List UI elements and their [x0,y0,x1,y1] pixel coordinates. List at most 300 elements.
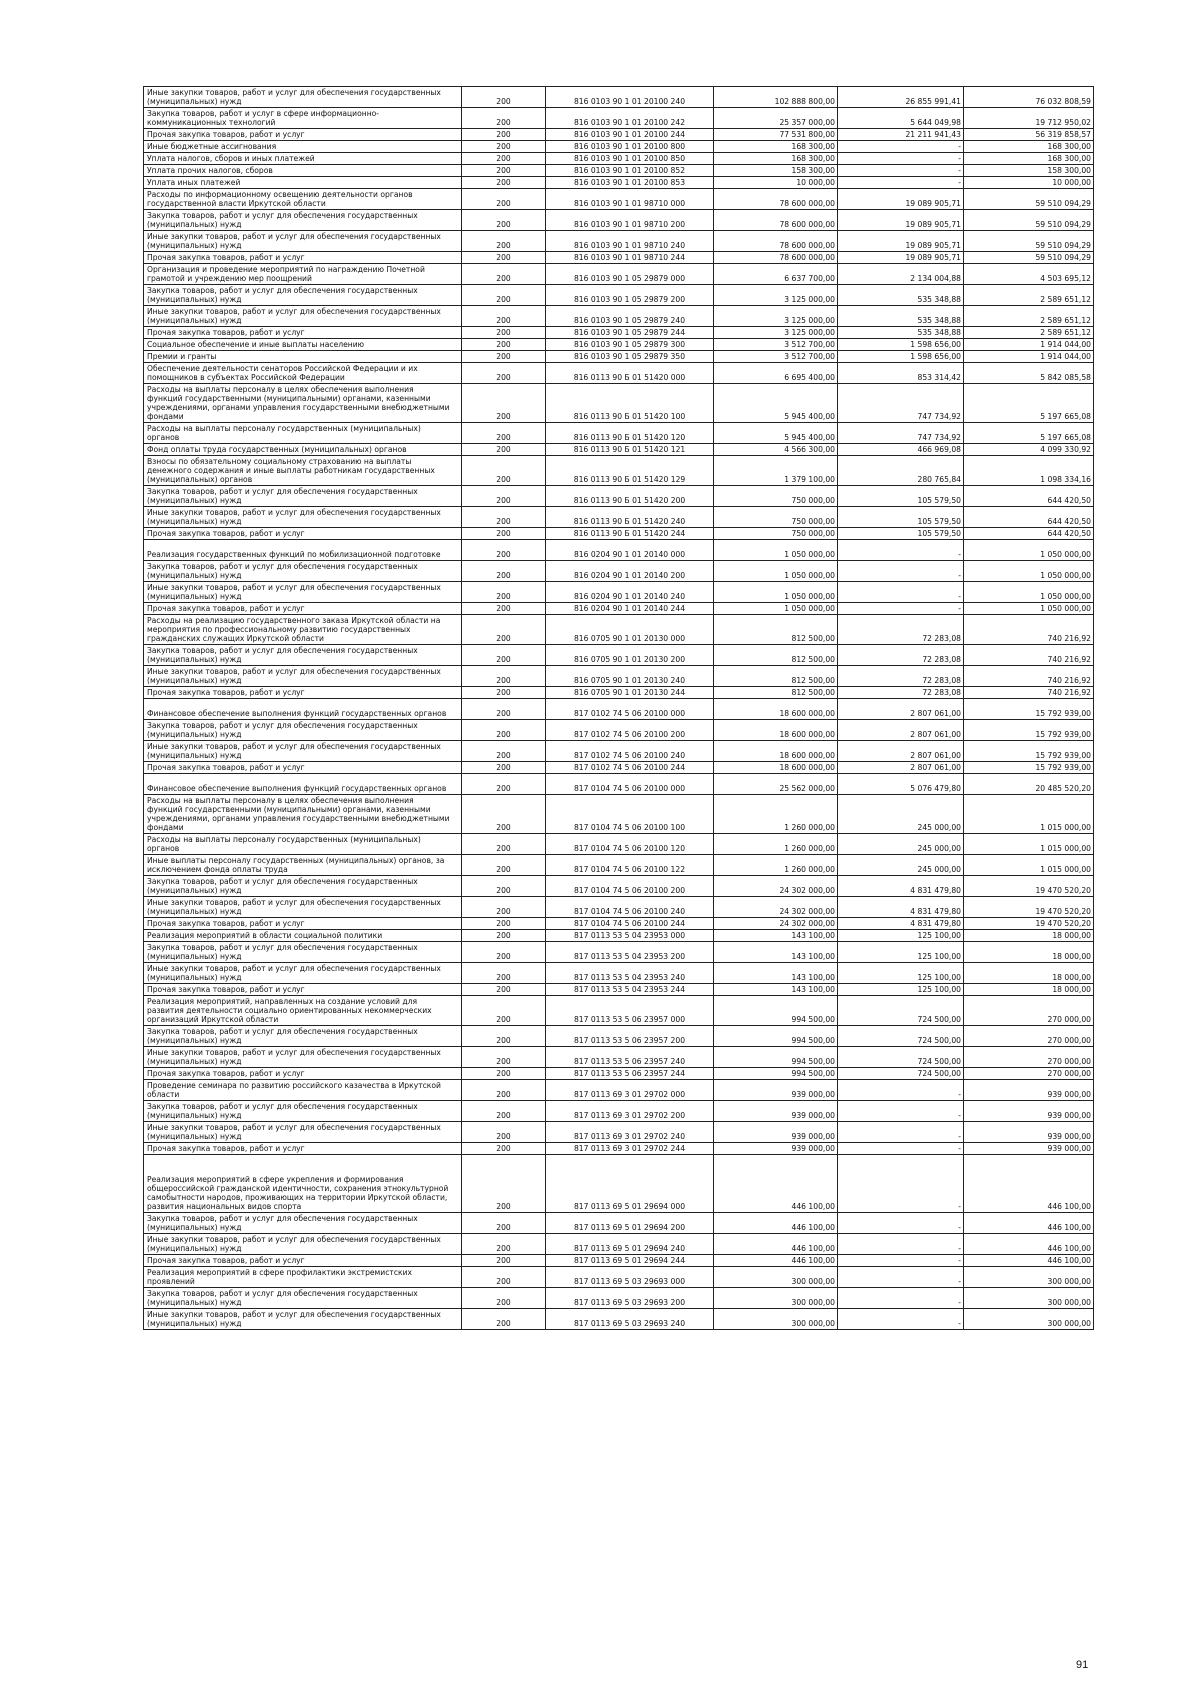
table-row [144,507,1094,528]
table-row [144,1080,1094,1101]
row-executed-amount: 280 765,84 [838,456,964,486]
row-budget-code: 816 0103 90 1 01 98710 000 [546,189,714,210]
row-line-code: 200 [462,666,546,687]
table-row [144,561,1094,582]
row-approved-amount: 158 300,00 [714,165,838,177]
row-line-code: 200 [462,177,546,189]
row-line-code: 200 [462,963,546,984]
row-name: Взносы по обязательному социальному страхованию на выплаты денежного содержания и иные выплаты работникам государственных (муниципальных) органов [144,456,462,486]
row-remaining-amount: 1 914 044,00 [964,339,1094,351]
row-line-code: 200 [462,855,546,876]
row-name: Закупка товаров, работ и услуг для обеспечения государственных (муниципальных) нужд [144,285,462,306]
row-budget-code: 817 0113 69 5 03 29693 200 [546,1288,714,1309]
row-approved-amount: 5 945 400,00 [714,384,838,423]
table-row [144,285,1094,306]
row-approved-amount: 18 600 000,00 [714,720,838,741]
row-budget-code: 817 0113 53 5 04 23953 200 [546,942,714,963]
row-executed-amount: 72 283,08 [838,615,964,645]
row-budget-code: 817 0113 53 5 06 23957 240 [546,1047,714,1068]
row-line-code: 200 [462,306,546,327]
row-line-code: 200 [462,834,546,855]
row-line-code: 200 [462,741,546,762]
row-executed-amount: 19 089 905,71 [838,252,964,264]
row-budget-code: 816 0113 90 Б 01 51420 200 [546,486,714,507]
row-executed-amount: - [838,153,964,165]
row-remaining-amount: 15 792 939,00 [964,741,1094,762]
row-line-code: 200 [462,1122,546,1143]
table-row [144,603,1094,615]
row-name: Иные закупки товаров, работ и услуг для обеспечения государственных (муниципальных) нужд [144,582,462,603]
table-row [144,996,1094,1026]
row-line-code: 200 [462,1101,546,1122]
table-row [144,1255,1094,1267]
row-name: Реализация мероприятий, направленных на создание условий для развития деятельности социально ориентированных некоммерческих организаций Иркутской области [144,996,462,1026]
row-remaining-amount: 4 099 330,92 [964,444,1094,456]
row-budget-code: 817 0113 69 5 01 29694 000 [546,1155,714,1213]
row-remaining-amount: 59 510 094,29 [964,252,1094,264]
row-executed-amount: - [838,165,964,177]
row-budget-code: 817 0104 74 5 06 20100 200 [546,876,714,897]
row-executed-amount: 535 348,88 [838,285,964,306]
table-row [144,930,1094,942]
row-budget-code: 816 0103 90 1 01 20100 853 [546,177,714,189]
row-line-code: 200 [462,384,546,423]
row-executed-amount: 19 089 905,71 [838,210,964,231]
row-remaining-amount: 1 050 000,00 [964,582,1094,603]
row-approved-amount: 446 100,00 [714,1155,838,1213]
table-row [144,177,1094,189]
row-budget-code: 817 0104 74 5 06 20100 000 [546,774,714,795]
row-name: Финансовое обеспечение выполнения функций государственных органов [144,699,462,720]
row-remaining-amount: 59 510 094,29 [964,231,1094,252]
row-approved-amount: 1 260 000,00 [714,855,838,876]
row-budget-code: 816 0103 90 1 05 29879 240 [546,306,714,327]
row-name: Закупка товаров, работ и услуг для обеспечения государственных (муниципальных) нужд [144,210,462,231]
row-approved-amount: 24 302 000,00 [714,918,838,930]
row-remaining-amount: 644 420,50 [964,528,1094,540]
row-remaining-amount: 644 420,50 [964,486,1094,507]
table-row [144,1288,1094,1309]
row-name: Финансовое обеспечение выполнения функций государственных органов [144,774,462,795]
row-budget-code: 816 0103 90 1 01 20100 244 [546,129,714,141]
table-row [144,1267,1094,1288]
row-remaining-amount: 446 100,00 [964,1213,1094,1234]
row-remaining-amount: 939 000,00 [964,1122,1094,1143]
table-row [144,189,1094,210]
table-row [144,363,1094,384]
table-row [144,423,1094,444]
row-budget-code: 816 0113 90 Б 01 51420 121 [546,444,714,456]
row-budget-code: 816 0103 90 1 05 29879 000 [546,264,714,285]
row-name: Расходы на реализацию государственного заказа Иркутской области на мероприятия по профессиональному развитию государственных гражданских служащих Иркутской области [144,615,462,645]
row-name: Иные закупки товаров, работ и услуг для обеспечения государственных (муниципальных) нужд [144,87,462,108]
row-executed-amount: 125 100,00 [838,942,964,963]
row-executed-amount: - [838,177,964,189]
row-name: Реализация мероприятий в сфере профилактики экстремистских проявлений [144,1267,462,1288]
table-row [144,540,1094,561]
table-row [144,963,1094,984]
row-executed-amount: 535 348,88 [838,327,964,339]
row-approved-amount: 24 302 000,00 [714,876,838,897]
row-approved-amount: 3 125 000,00 [714,285,838,306]
row-name: Прочая закупка товаров, работ и услуг [144,327,462,339]
row-name: Закупка товаров, работ и услуг для обеспечения государственных (муниципальных) нужд [144,486,462,507]
row-remaining-amount: 20 485 520,20 [964,774,1094,795]
row-budget-code: 816 0705 90 1 01 20130 000 [546,615,714,645]
row-name: Уплата прочих налогов, сборов [144,165,462,177]
row-name: Закупка товаров, работ и услуг для обеспечения государственных (муниципальных) нужд [144,1026,462,1047]
row-executed-amount: - [838,1155,964,1213]
row-line-code: 200 [462,231,546,252]
row-name: Расходы на выплаты персоналу в целях обеспечения выполнения функций государственными (муниципальными) органами, казенными учреждениями, органами управления государственными внебюджетными фондами [144,384,462,423]
row-name: Прочая закупка товаров, работ и услуг [144,252,462,264]
table-row [144,774,1094,795]
table-row [144,210,1094,231]
row-name: Реализация мероприятий в сфере укрепления и формирования общероссийской гражданской идентичности, сохранения этнокультурной самобытности народов, проживающих на территории Иркутской области, развития национальных видов спорта [144,1155,462,1213]
row-executed-amount: 5 644 049,98 [838,108,964,129]
row-name: Прочая закупка товаров, работ и услуг [144,129,462,141]
table-row [144,129,1094,141]
row-name: Иные закупки товаров, работ и услуг для обеспечения государственных (муниципальных) нужд [144,507,462,528]
row-budget-code: 816 0113 90 Б 01 51420 120 [546,423,714,444]
row-approved-amount: 1 050 000,00 [714,561,838,582]
row-approved-amount: 168 300,00 [714,153,838,165]
row-approved-amount: 78 600 000,00 [714,252,838,264]
row-executed-amount: 535 348,88 [838,306,964,327]
row-budget-code: 817 0113 53 5 06 23957 244 [546,1068,714,1080]
table-row [144,1047,1094,1068]
row-line-code: 200 [462,687,546,699]
row-remaining-amount: 19 712 950,02 [964,108,1094,129]
row-remaining-amount: 1 050 000,00 [964,561,1094,582]
row-executed-amount: - [838,561,964,582]
row-executed-amount: 724 500,00 [838,1068,964,1080]
table-row [144,351,1094,363]
row-name: Закупка товаров, работ и услуг для обеспечения государственных (муниципальных) нужд [144,1288,462,1309]
row-budget-code: 817 0104 74 5 06 20100 240 [546,897,714,918]
row-budget-code: 816 0103 90 1 05 29879 200 [546,285,714,306]
row-approved-amount: 939 000,00 [714,1080,838,1101]
row-budget-code: 816 0103 90 1 01 20100 240 [546,87,714,108]
row-line-code: 200 [462,456,546,486]
row-remaining-amount: 15 792 939,00 [964,699,1094,720]
row-approved-amount: 1 379 100,00 [714,456,838,486]
row-line-code: 200 [462,603,546,615]
row-approved-amount: 1 050 000,00 [714,582,838,603]
row-name: Закупка товаров, работ и услуг для обеспечения государственных (муниципальных) нужд [144,720,462,741]
row-approved-amount: 3 125 000,00 [714,306,838,327]
row-line-code: 200 [462,351,546,363]
row-executed-amount: 72 283,08 [838,687,964,699]
row-executed-amount: - [838,582,964,603]
budget-execution-table [143,86,1094,1330]
table-row [144,165,1094,177]
row-executed-amount: 724 500,00 [838,1026,964,1047]
table-row [144,984,1094,996]
row-remaining-amount: 158 300,00 [964,165,1094,177]
row-approved-amount: 1 050 000,00 [714,540,838,561]
row-approved-amount: 77 531 800,00 [714,129,838,141]
row-approved-amount: 18 600 000,00 [714,741,838,762]
row-line-code: 200 [462,285,546,306]
row-executed-amount: - [838,540,964,561]
row-name: Иные закупки товаров, работ и услуг для обеспечения государственных (муниципальных) нужд [144,1234,462,1255]
row-remaining-amount: 19 470 520,20 [964,897,1094,918]
row-budget-code: 817 0113 69 3 01 29702 240 [546,1122,714,1143]
table-row [144,762,1094,774]
row-approved-amount: 102 888 800,00 [714,87,838,108]
row-approved-amount: 300 000,00 [714,1309,838,1330]
row-remaining-amount: 59 510 094,29 [964,189,1094,210]
row-budget-code: 816 0103 90 1 05 29879 350 [546,351,714,363]
row-name: Иные выплаты персоналу государственных (муниципальных) органов, за исключением фонда оплаты труда [144,855,462,876]
table-row [144,795,1094,834]
row-remaining-amount: 270 000,00 [964,996,1094,1026]
row-line-code: 200 [462,141,546,153]
row-remaining-amount: 18 000,00 [964,930,1094,942]
row-approved-amount: 78 600 000,00 [714,210,838,231]
row-name: Прочая закупка товаров, работ и услуг [144,687,462,699]
row-approved-amount: 78 600 000,00 [714,189,838,210]
row-budget-code: 816 0103 90 1 01 20100 800 [546,141,714,153]
row-executed-amount: 2 807 061,00 [838,720,964,741]
row-line-code: 200 [462,486,546,507]
table-row [144,252,1094,264]
row-executed-amount: 245 000,00 [838,795,964,834]
row-executed-amount: 125 100,00 [838,930,964,942]
row-line-code: 200 [462,918,546,930]
row-approved-amount: 994 500,00 [714,1047,838,1068]
row-line-code: 200 [462,444,546,456]
row-budget-code: 817 0113 69 3 01 29702 200 [546,1101,714,1122]
row-line-code: 200 [462,189,546,210]
table-row [144,582,1094,603]
row-name: Социальное обеспечение и иные выплаты населению [144,339,462,351]
row-line-code: 200 [462,165,546,177]
row-remaining-amount: 15 792 939,00 [964,762,1094,774]
row-executed-amount: 724 500,00 [838,996,964,1026]
table-row [144,153,1094,165]
row-approved-amount: 812 500,00 [714,687,838,699]
row-remaining-amount: 4 503 695,12 [964,264,1094,285]
row-executed-amount: 724 500,00 [838,1047,964,1068]
budget-table-container [143,86,1093,1330]
row-budget-code: 817 0113 53 5 04 23953 000 [546,930,714,942]
row-line-code: 200 [462,1288,546,1309]
row-approved-amount: 6 695 400,00 [714,363,838,384]
table-row [144,876,1094,897]
row-line-code: 200 [462,1068,546,1080]
row-line-code: 200 [462,1143,546,1155]
row-name: Иные закупки товаров, работ и услуг для обеспечения государственных (муниципальных) нужд [144,666,462,687]
row-remaining-amount: 1 050 000,00 [964,603,1094,615]
row-line-code: 200 [462,930,546,942]
row-line-code: 200 [462,1047,546,1068]
row-approved-amount: 939 000,00 [714,1143,838,1155]
row-approved-amount: 812 500,00 [714,615,838,645]
row-remaining-amount: 18 000,00 [964,942,1094,963]
row-name: Проведение семинара по развитию российского казачества в Иркутской области [144,1080,462,1101]
row-approved-amount: 3 512 700,00 [714,351,838,363]
row-line-code: 200 [462,264,546,285]
row-budget-code: 817 0104 74 5 06 20100 122 [546,855,714,876]
row-remaining-amount: 740 216,92 [964,666,1094,687]
table-row [144,1026,1094,1047]
row-line-code: 200 [462,699,546,720]
row-line-code: 200 [462,252,546,264]
row-name: Иные закупки товаров, работ и услуг для обеспечения государственных (муниципальных) нужд [144,1122,462,1143]
row-name: Прочая закупка товаров, работ и услуг [144,1255,462,1267]
row-executed-amount: 4 831 479,80 [838,876,964,897]
row-approved-amount: 750 000,00 [714,486,838,507]
row-line-code: 200 [462,615,546,645]
table-row [144,942,1094,963]
row-executed-amount: - [838,1267,964,1288]
row-budget-code: 817 0113 69 5 01 29694 240 [546,1234,714,1255]
row-budget-code: 816 0103 90 1 05 29879 244 [546,327,714,339]
row-remaining-amount: 1 015 000,00 [964,855,1094,876]
row-line-code: 200 [462,153,546,165]
row-executed-amount: 21 211 941,43 [838,129,964,141]
row-line-code: 200 [462,762,546,774]
row-approved-amount: 446 100,00 [714,1234,838,1255]
row-executed-amount: 72 283,08 [838,666,964,687]
table-row [144,141,1094,153]
row-approved-amount: 300 000,00 [714,1267,838,1288]
row-approved-amount: 750 000,00 [714,507,838,528]
row-executed-amount: - [838,1122,964,1143]
row-remaining-amount: 939 000,00 [964,1080,1094,1101]
row-name: Премии и гранты [144,351,462,363]
row-approved-amount: 25 357 000,00 [714,108,838,129]
table-row [144,327,1094,339]
table-row [144,108,1094,129]
row-executed-amount: 72 283,08 [838,645,964,666]
row-name: Уплата иных платежей [144,177,462,189]
row-approved-amount: 168 300,00 [714,141,838,153]
row-executed-amount: 4 831 479,80 [838,918,964,930]
table-body [144,87,1094,1330]
row-remaining-amount: 1 098 334,16 [964,456,1094,486]
row-executed-amount: 19 089 905,71 [838,231,964,252]
row-name: Реализация мероприятий в области социальной политики [144,930,462,942]
row-remaining-amount: 56 319 858,57 [964,129,1094,141]
table-row [144,1101,1094,1122]
row-remaining-amount: 270 000,00 [964,1026,1094,1047]
row-executed-amount: - [838,1080,964,1101]
row-name: Фонд оплаты труда государственных (муниципальных) органов [144,444,462,456]
row-executed-amount: 19 089 905,71 [838,189,964,210]
row-budget-code: 817 0104 74 5 06 20100 100 [546,795,714,834]
row-line-code: 200 [462,774,546,795]
row-approved-amount: 1 260 000,00 [714,834,838,855]
row-executed-amount: 5 076 479,80 [838,774,964,795]
row-budget-code: 816 0113 90 Б 01 51420 244 [546,528,714,540]
row-budget-code: 816 0103 90 1 01 98710 200 [546,210,714,231]
row-remaining-amount: 19 470 520,20 [964,876,1094,897]
row-approved-amount: 446 100,00 [714,1213,838,1234]
table-row [144,384,1094,423]
row-budget-code: 817 0104 74 5 06 20100 244 [546,918,714,930]
row-remaining-amount: 2 589 651,12 [964,285,1094,306]
row-remaining-amount: 740 216,92 [964,615,1094,645]
row-approved-amount: 994 500,00 [714,996,838,1026]
row-budget-code: 816 0204 90 1 01 20140 200 [546,561,714,582]
row-executed-amount: 2 807 061,00 [838,699,964,720]
table-row [144,834,1094,855]
row-name: Организация и проведение мероприятий по награждению Почетной грамотой и учреждению мер поощрений [144,264,462,285]
row-budget-code: 816 0103 90 1 01 20100 850 [546,153,714,165]
row-approved-amount: 3 512 700,00 [714,339,838,351]
table-row [144,1122,1094,1143]
row-remaining-amount: 1 015 000,00 [964,795,1094,834]
row-line-code: 200 [462,423,546,444]
row-executed-amount: 747 734,92 [838,423,964,444]
row-executed-amount: - [838,1255,964,1267]
row-approved-amount: 446 100,00 [714,1255,838,1267]
row-approved-amount: 812 500,00 [714,645,838,666]
row-remaining-amount: 300 000,00 [964,1288,1094,1309]
row-remaining-amount: 644 420,50 [964,507,1094,528]
table-row [144,231,1094,252]
row-approved-amount: 4 566 300,00 [714,444,838,456]
row-executed-amount: 2 807 061,00 [838,762,964,774]
row-name: Иные закупки товаров, работ и услуг для обеспечения государственных (муниципальных) нужд [144,963,462,984]
row-budget-code: 817 0113 69 5 01 29694 200 [546,1213,714,1234]
row-budget-code: 816 0204 90 1 01 20140 240 [546,582,714,603]
table-row [144,306,1094,327]
row-line-code: 200 [462,561,546,582]
row-name: Реализация государственных функций по мобилизационной подготовке [144,540,462,561]
row-executed-amount: - [838,1288,964,1309]
row-budget-code: 817 0102 74 5 06 20100 244 [546,762,714,774]
row-executed-amount: 245 000,00 [838,834,964,855]
row-executed-amount: 1 598 656,00 [838,339,964,351]
row-approved-amount: 143 100,00 [714,984,838,996]
row-budget-code: 816 0103 90 1 01 20100 852 [546,165,714,177]
row-line-code: 200 [462,645,546,666]
table-row [144,687,1094,699]
row-budget-code: 817 0113 69 3 01 29702 000 [546,1080,714,1101]
row-remaining-amount: 939 000,00 [964,1101,1094,1122]
row-remaining-amount: 2 589 651,12 [964,306,1094,327]
row-name: Иные закупки товаров, работ и услуг для обеспечения государственных (муниципальных) нужд [144,306,462,327]
row-approved-amount: 300 000,00 [714,1288,838,1309]
row-approved-amount: 3 125 000,00 [714,327,838,339]
row-name: Прочая закупка товаров, работ и услуг [144,984,462,996]
row-remaining-amount: 270 000,00 [964,1047,1094,1068]
row-approved-amount: 5 945 400,00 [714,423,838,444]
row-remaining-amount: 10 000,00 [964,177,1094,189]
row-line-code: 200 [462,1080,546,1101]
row-line-code: 200 [462,528,546,540]
row-name: Прочая закупка товаров, работ и услуг [144,1068,462,1080]
row-budget-code: 817 0113 69 3 01 29702 244 [546,1143,714,1155]
row-budget-code: 816 0103 90 1 05 29879 300 [546,339,714,351]
row-budget-code: 816 0113 90 Б 01 51420 100 [546,384,714,423]
row-budget-code: 817 0113 69 5 03 29693 240 [546,1309,714,1330]
row-line-code: 200 [462,876,546,897]
row-approved-amount: 1 260 000,00 [714,795,838,834]
row-remaining-amount: 59 510 094,29 [964,210,1094,231]
row-remaining-amount: 446 100,00 [964,1234,1094,1255]
row-executed-amount: 125 100,00 [838,984,964,996]
row-executed-amount: 105 579,50 [838,486,964,507]
table-row [144,666,1094,687]
row-executed-amount: - [838,1309,964,1330]
row-budget-code: 817 0113 69 5 01 29694 244 [546,1255,714,1267]
row-approved-amount: 939 000,00 [714,1101,838,1122]
